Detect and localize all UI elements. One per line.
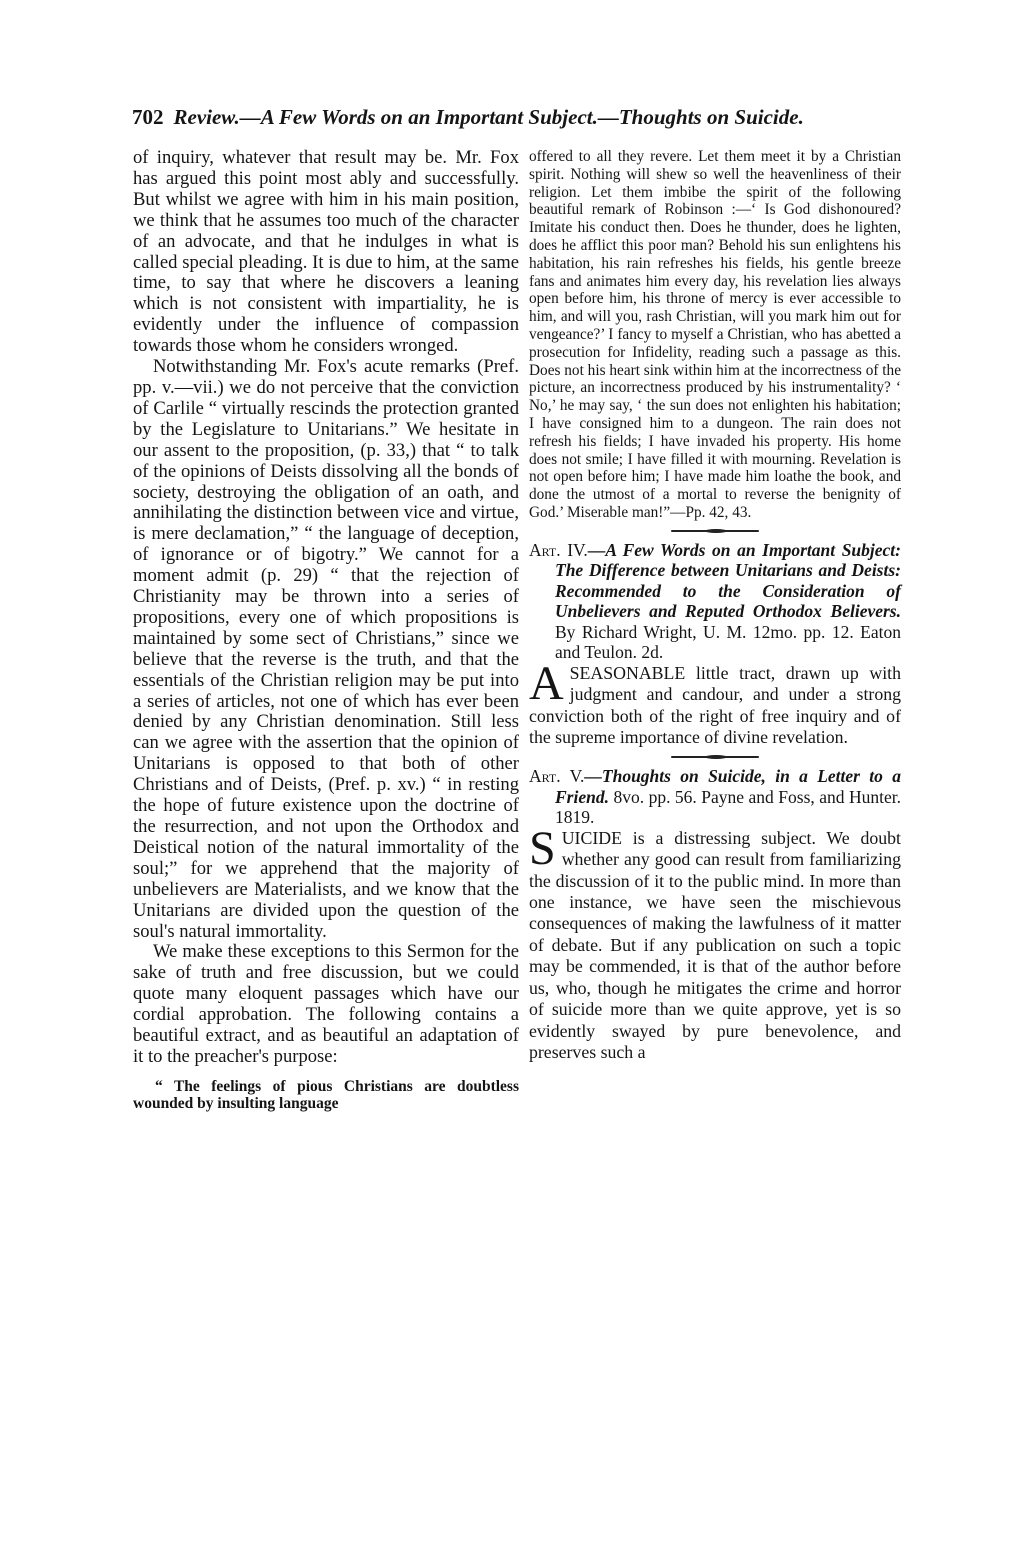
article-5-lead: UICIDE (561, 827, 622, 848)
right-column (529, 148, 901, 1063)
article-4-text: little tract, drawn up with judgment and candour, and under a strong conviction both of the right of free inquiry and of the supreme importance of divine revelation. (529, 662, 901, 747)
article-5-heading (529, 766, 901, 828)
quote-continuation: offered to all they revere. Let them meet it by a Christian spirit. Nothing will shew so well the heavenliness of their religion. Let them imbibe the spirit of the following beautiful remark of Robinson :—‘ Is God dishonoured? Imitate his conduct then. Does he thunder, does he lighten, does he afflict this poor man? Behold his sun enlightens his habitation, his rain refreshes his fields, his gentle breeze fans and animates him every day, his revelation lies always open before him, his throne of mercy is ever accessible to him, and will you, rash Christian, will you mark him out for vengeance?’ I fancy to myself a Christian, who has abetted a prosecution for Infidelity, reading such a passage as this. Does not his heart sink within him at the incorrectness of the picture, an incorrectness produced by his instrumentality? ‘ No,’ he may say, ‘ the sun does not enlighten his habitation; I have consigned him to a dungeon. The rain does not refresh his fields; I have invaded his property. His home does not smile; I have filled it with mourning. Revelation is not open before him; I have made him loathe the book, and done the utmost of a mortal to reverse the benignity of God.’ Miserable man!”—Pp. 42, 43. (529, 148, 901, 521)
running-head (132, 105, 912, 130)
article-4-body (529, 656, 901, 749)
section-divider (671, 530, 759, 532)
article-4-title: —A Few Words on an Important Subject: The Difference between Unitarians and Deists: Recommended to the Consideration of Unbelievers and Reputed Orthodox Believers. (555, 539, 901, 622)
article-5-body (529, 821, 901, 1063)
page-number: 702 (132, 105, 164, 129)
article-5-label: Art. V. (529, 766, 585, 787)
section-divider (671, 756, 759, 758)
paragraph-continuation: of inquiry, whatever that result may be. Mr. Fox has argued this point most ably and successfully. But whilst we agree with him in his main position, we think that he assumes too much of the character of an advocate, and that he indulges in what is called special pleading. It is due to him, at the same time, to say that where he discovers a leaning which is not consistent with impartiality, he is evidently under the influence of compassion towards those whom he considers wronged. (133, 147, 519, 357)
running-title: Review.—A Few Words on an Important Subject.—Thoughts on Suicide. (173, 105, 804, 129)
article-4-details: By Richard Wright, U. M. 12mo. pp. 12. Eaton and Teulon. 2d. (555, 621, 901, 663)
paragraph-fox-remarks: Notwithstanding Mr. Fox's acute remarks (Pref. pp. v.—vii.) we do not perceive that the conviction of Carlile “ virtually rescinds the protection granted by the Legislature to Unitarians.” We hesitate in our assent to the proposition, (p. 33,) that “ to talk of the opinions of Deists dissolving all the bonds of society, destroying the obligation of an oath, and annihilating the distinction between vice and virtue, is mere declamation,” “ the language of deception, of ignorance or of bigotry.” We cannot for a moment admit (p. 29) “ that the rejection of Christianity may be thrown into a series of propositions, every one of which propositions is maintained by some sect of Christians,” since we believe that the reverse is the truth, and that the essentials of the Christian religion may be put into a series of articles, not one of which has ever been denied by any Christian denomination. Still less can we agree with the assertion that the opinion of Unitarians is opposed to that both of other Christians and of Deists, (Pref. p. xv.) “ in resting the hope of future existence upon the doctrine of the resurrection, and not upon the Orthodox and Deistical notion of the natural immortality of the soul;” for we apprehend that the majority of unbelievers are Materialists, and we know that the Unitarians are divided upon the question of the soul's natural immortality. (133, 356, 519, 942)
article-5-title: —Thoughts on Suicide, in a Letter to a Friend. (555, 766, 901, 807)
left-column (133, 148, 519, 1112)
article-5-details: 8vo. pp. 56. Payne and Foss, and Hunter. 1819. (555, 786, 901, 828)
article-4-label: Art. IV. (529, 539, 588, 560)
dropcap-letter: S (529, 821, 556, 875)
quote-opening: “ The feelings of pious Christians are doubtless wounded by insulting language (133, 1077, 519, 1112)
paragraph-exceptions: We make these exceptions to this Sermon for the sake of truth and free discussion, but we could quote many eloquent passages which have our cordial approbation. The following contains a beautiful extract, and as beautiful an adaptation of it to the preacher's purpose: (133, 941, 519, 1067)
dropcap-letter: A (529, 656, 564, 710)
article-4-heading (529, 540, 901, 663)
article-5-text: is a distressing subject. We doubt whether any good can result from familiarizing the discussion of it to the public mind. In more than one instance, we have seen the mischievous consequences of making the lawfulness of it matter of debate. But if any publication on such a topic may be commended, it is that of the author before us, who, though he mitigates the crime and horror of suicide more than we quite approve, yet is so evidently swayed by pure benevolence, and preserves such a (529, 827, 901, 1062)
article-4-lead: SEASONABLE (569, 662, 686, 683)
